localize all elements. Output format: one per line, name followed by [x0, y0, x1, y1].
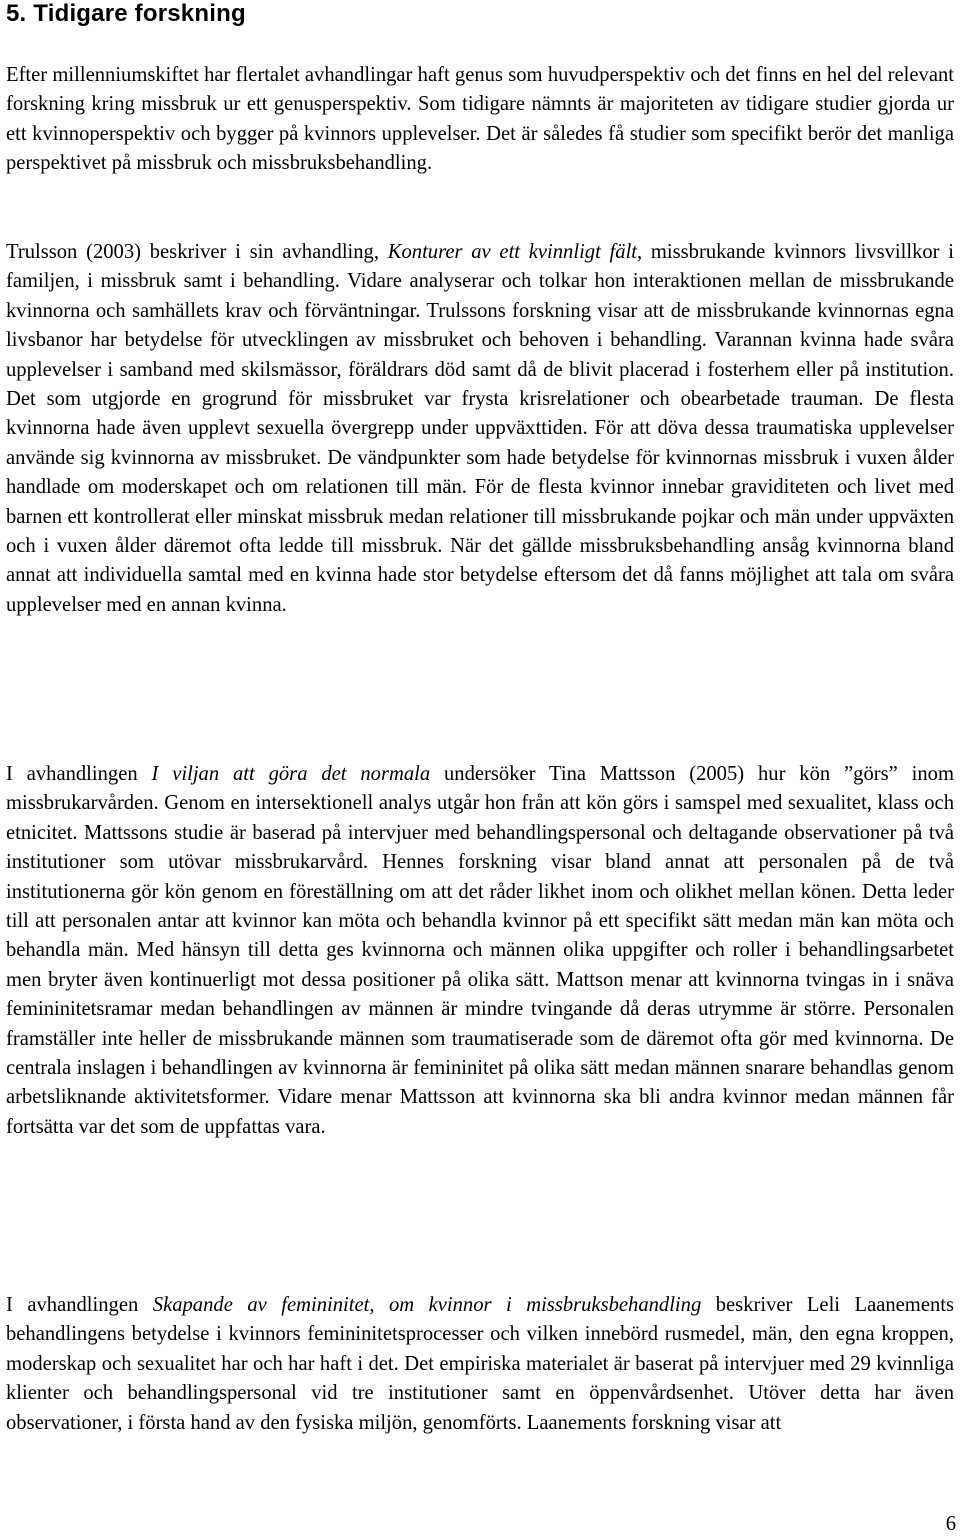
paragraph-text-after: beskriver Leli Laanements behandlingens betydelse i kvinnors femininitetsprocesser och vilken innebörd rusmedel, män, den egna kroppen, moderskap och sexualitet har och har haft i det. Det empiriska materialet är baserat på intervjuer med 29 kvinnliga klienter och behandlingspersonal vid tre institutioner samt en öppenvårdsenhet. Utöver detta har även observationer, i första hand av den fysiska miljön, genomförts. Laanements forskning visar att [6, 1294, 954, 1434]
page-number: 6 [945, 1513, 956, 1535]
paragraph-laanements [6, 1291, 954, 1438]
dissertation-title: I viljan att göra det normala [151, 763, 431, 785]
dissertation-title: Skapande av femininitet, om kvinnor i missbruksbehandling [152, 1294, 702, 1316]
paragraph-mattsson [6, 760, 954, 1142]
dissertation-title: Konturer av ett kvinnligt fält [387, 241, 638, 263]
section-heading: 5. Tidigare forskning [6, 0, 246, 27]
paragraph-text-after: , missbrukande kvinnors livsvillkor i familjen, i missbruk samt i behandling. Vidare analyserar och tolkar hon interaktionen mellan de missbrukande kvinnorna och samhällets krav och förväntningar. Trulssons forskning visar att de missbrukande kvinnornas egna livsbanor har betydelse för utvecklingen av missbruket och behoven i behandling. Varannan kvinna hade svåra upplevelser i samband med skilsmässor, föräldrars död samt då de blivit placerad i fosterhem eller på institution. Det som utgjorde en grogrund för missbruket var frysta krisrelationer och obearbetade trauman. De flesta kvinnorna hade även upplevt sexuella övergrepp under uppväxttiden. För att döva dessa traumatiska upplevelser använde sig kvinnorna av missbruket. De vändpunkter som hade betydelse för kvinnornas missbruk i vuxen ålder handlade om moderskapet och om relationen till män. För de flesta kvinnor innebar graviditeten och livet med barnen ett kontrollerat eller minskat missbruk medan relationer till missbrukande pojkar och män under uppväxten och i vuxen ålder däremot ofta ledde till missbruk. När det gällde missbruksbehandling ansåg kvinnorna bland annat att individuella samtal med en kvinna hade stor betydelse eftersom det då fanns möjlighet att tala om svåra upplevelser med en annan kvinna. [6, 241, 954, 616]
paragraph-text-before: Trulsson (2003) beskriver i sin avhandling, [6, 241, 388, 263]
paragraph-text-after: undersöker Tina Mattsson (2005) hur kön ”görs” inom missbrukarvården. Genom en intersektionell analys utgår hon från att kön görs i samspel med sexualitet, klass och etnicitet. Mattssons studie är baserad på intervjuer med behandlingspersonal och deltagande observationer på två institutioner som utövar missbrukarvård. Hennes forskning visar bland annat att personalen på de två institutionerna gör kön genom en föreställning om att det råder likhet inom och olikhet mellan könen. Detta leder till att personalen antar att kvinnor kan möta och behandla kvinnor på ett specifikt sätt medan män kan möta och behandla män. Med hänsyn till detta ges kvinnorna och männen olika uppgifter och roller i behandlingsarbetet men bryter även kontinuerligt mot dessa positioner på olika sätt. Mattson menar att kvinnorna tvingas in i snäva femininitetsramar medan behandlingen av männen är mindre tvingande då deras utrymme är större. Personalen framställer inte heller de missbrukande männen som traumatiserade som de däremot ofta gör med kvinnorna. De centrala inslagen i behandlingen av kvinnorna är femininitet på olika sätt medan männen snarare behandlas genom arbetsliknande aktivitetsformer. Vidare menar Mattsson att kvinnorna ska bli andra kvinnor medan männen får fortsätta var det som de uppfattas vara. [6, 763, 954, 1138]
paragraph-text-before: I avhandlingen [6, 763, 152, 785]
paragraph-intro [6, 61, 954, 179]
paragraph-text-before: I avhandlingen [6, 1294, 153, 1316]
paragraph-trulsson [6, 238, 954, 620]
paragraph-text: Efter millenniumskiftet har flertalet avhandlingar haft genus som huvudperspektiv och det finns en hel del relevant forskning kring missbruk ur ett genusperspektiv. Som tidigare nämnts är majoriteten av tidigare studier gjorda ur ett kvinnoperspektiv och bygger på kvinnors upplevelser. Det är således få studier som specifikt berör det manliga perspektivet på missbruk och missbruksbehandling. [6, 64, 954, 175]
